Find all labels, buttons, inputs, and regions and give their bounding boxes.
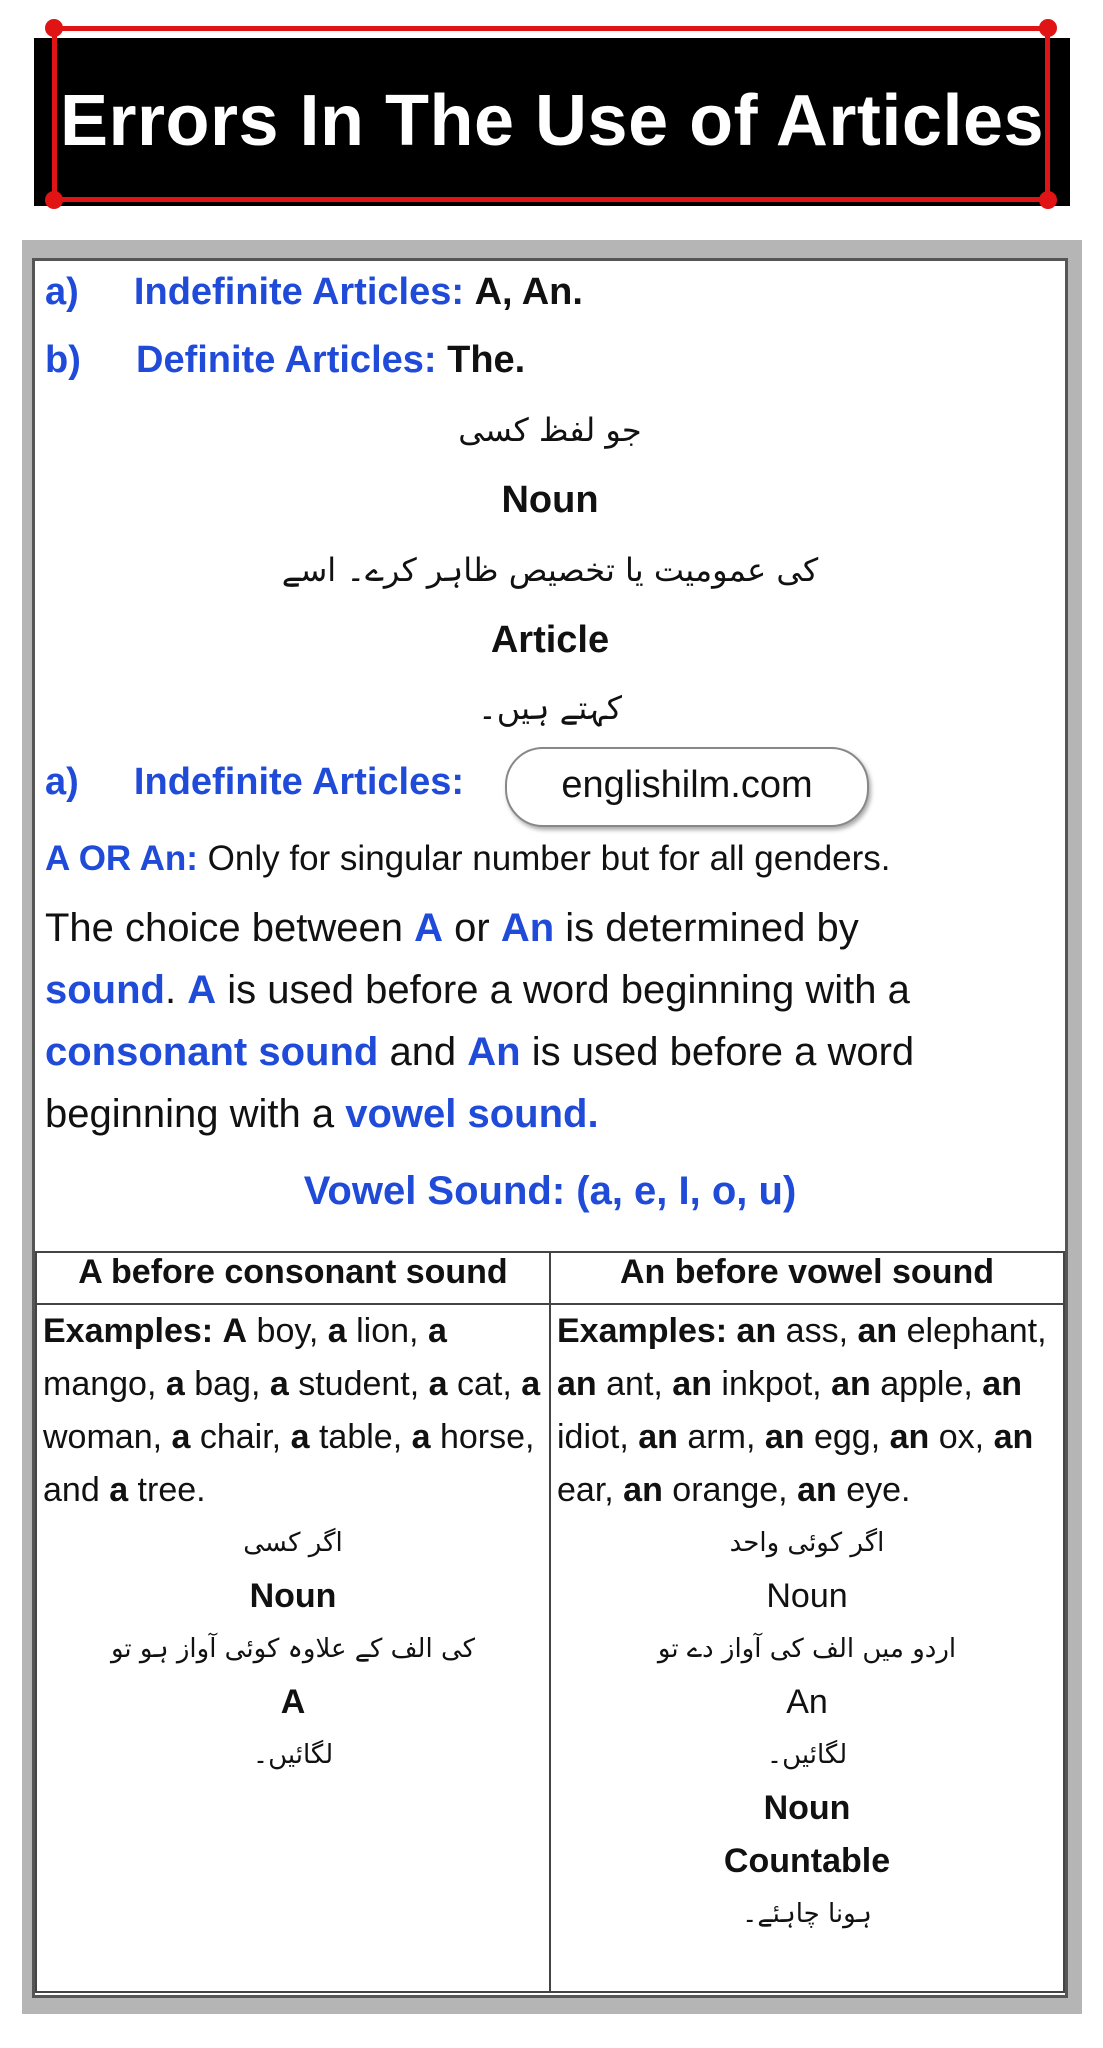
marker: a)	[45, 761, 79, 803]
text: is used before a word	[520, 1030, 915, 1074]
text: beginning with a	[45, 1092, 346, 1136]
title-banner	[34, 38, 1070, 206]
highlight: vowel sound.	[345, 1092, 599, 1136]
label: Indefinite Articles:	[133, 761, 465, 803]
a-or-an-line	[45, 839, 891, 879]
examples-text: Examples: an ass, an elephant, an ant, an inkpot, an apple, an idiot, an arm, an egg, an ox, an ear, an orange, an eye.	[557, 1312, 1047, 1509]
text: and	[378, 1030, 468, 1074]
frame-dot	[1039, 191, 1057, 209]
vowel-sound: Vowel Sound: (a, e, I, o, u)	[303, 1169, 797, 1213]
table-cell-vowel	[550, 1304, 1064, 1992]
explanation-paragraph	[45, 897, 1045, 1145]
urdu-text: لگائیں۔	[766, 1740, 848, 1770]
highlight: An	[467, 1030, 521, 1074]
watermark-badge: englishilm.com	[505, 747, 869, 827]
urdu-text: ہونا چاہئے۔	[742, 1899, 872, 1929]
text: .	[164, 968, 188, 1012]
table-header: A before consonant sound	[36, 1252, 550, 1304]
table-row	[36, 1304, 1064, 1992]
rule-block	[43, 1517, 543, 1782]
term-noun: Noun	[766, 1577, 848, 1615]
frame-dot	[1039, 19, 1057, 37]
text: is used before a word beginning with a	[216, 968, 910, 1012]
text: or	[443, 906, 501, 950]
table-header-row	[36, 1252, 1064, 1304]
urdu-text: اگر کوئی واحد	[729, 1528, 885, 1558]
rule-block	[557, 1517, 1057, 1941]
page-title: Errors In The Use of Articles	[59, 81, 1045, 161]
urdu-text: جو لفظ کسی	[458, 411, 642, 449]
highlight: A	[414, 906, 444, 950]
term-noun: Noun	[763, 1789, 851, 1827]
value: The.	[447, 339, 526, 381]
label: A OR An:	[45, 839, 198, 878]
examples-label: Examples:	[557, 1312, 728, 1350]
marker: b)	[45, 339, 81, 381]
label: Definite Articles:	[136, 339, 437, 381]
marker: a)	[45, 271, 79, 313]
urdu-text: اگر کسی	[243, 1528, 343, 1558]
highlight: consonant sound	[45, 1030, 379, 1074]
term-noun: Noun	[501, 479, 599, 521]
urdu-text: کہتے ہیں۔	[477, 689, 623, 727]
term-countable: Countable	[723, 1842, 891, 1880]
table-cell-consonant	[36, 1304, 550, 1992]
highlight: sound	[45, 968, 165, 1012]
text: The choice between	[45, 906, 415, 950]
vowel-sound-line	[35, 1169, 1065, 1214]
term-article: Article	[490, 619, 610, 661]
text: is determined by	[554, 906, 859, 950]
table-header: An before vowel sound	[550, 1252, 1064, 1304]
highlight: An	[500, 906, 555, 950]
comparison-table	[35, 1251, 1065, 1993]
highlight: A	[187, 968, 217, 1012]
urdu-text: اردو میں الف کی آواز دے تو	[657, 1634, 957, 1664]
content-card	[32, 258, 1068, 1998]
term-noun: Noun	[249, 1577, 337, 1615]
urdu-text: کی عمومیت یا تخصیص ظاہر کرے۔ اسے	[281, 551, 819, 589]
frame-dot	[45, 19, 63, 37]
intro-line-b	[45, 339, 525, 382]
term-an: An	[786, 1683, 828, 1721]
section-a-heading	[45, 761, 464, 804]
examples-text: Examples: A boy, a lion, a mango, a bag, a student, a cat, a woman, a chair, a table, a horse, and a tree.	[43, 1312, 541, 1509]
examples-label: Examples:	[43, 1312, 214, 1350]
term-a: A	[280, 1683, 306, 1721]
frame-dot	[45, 191, 63, 209]
intro-line-a	[45, 271, 583, 314]
text: Only for singular number but for all genders.	[207, 839, 891, 878]
urdu-text: لگائیں۔	[252, 1740, 334, 1770]
label: Indefinite Articles:	[133, 271, 465, 313]
urdu-text: کی الف کے علاوہ کوئی آواز ہو تو	[111, 1634, 475, 1664]
value: A, An.	[474, 271, 583, 313]
